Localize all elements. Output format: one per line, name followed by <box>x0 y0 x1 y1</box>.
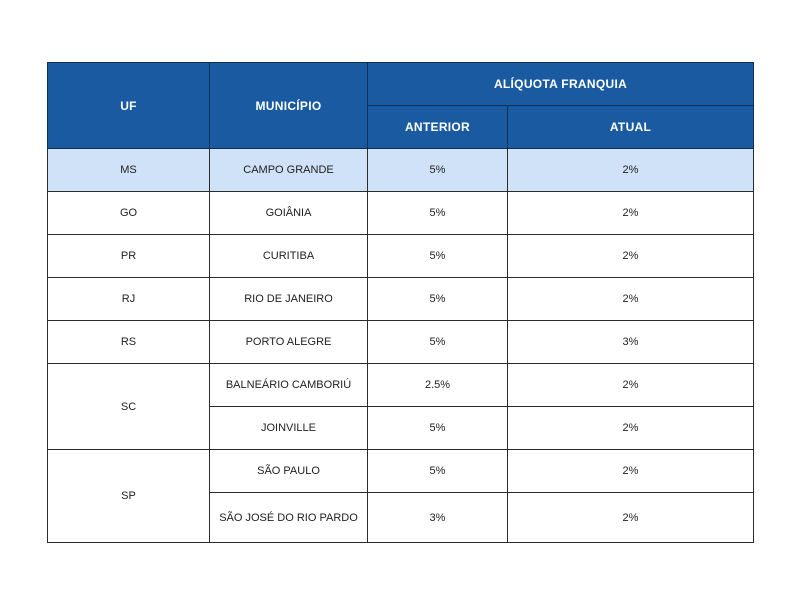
cell-uf: RS <box>48 321 210 364</box>
cell-municipio: SÃO PAULO <box>210 450 368 493</box>
cell-atual: 2% <box>508 493 754 543</box>
table-row <box>48 149 754 192</box>
cell-municipio: PORTO ALEGRE <box>210 321 368 364</box>
table-row <box>48 364 754 407</box>
cell-anterior: 5% <box>368 278 508 321</box>
cell-uf: GO <box>48 192 210 235</box>
header-atual: ATUAL <box>508 106 754 149</box>
cell-anterior: 5% <box>368 149 508 192</box>
cell-anterior: 5% <box>368 321 508 364</box>
header-municipio: MUNICÍPIO <box>210 63 368 149</box>
cell-atual: 2% <box>508 235 754 278</box>
cell-anterior: 5% <box>368 235 508 278</box>
table-row <box>48 278 754 321</box>
cell-municipio: RIO DE JANEIRO <box>210 278 368 321</box>
cell-anterior: 5% <box>368 192 508 235</box>
cell-atual: 2% <box>508 407 754 450</box>
table-row <box>48 235 754 278</box>
cell-atual: 2% <box>508 450 754 493</box>
table-row <box>48 450 754 493</box>
cell-atual: 3% <box>508 321 754 364</box>
table-row <box>48 321 754 364</box>
cell-anterior: 5% <box>368 407 508 450</box>
cell-municipio: SÃO JOSÉ DO RIO PARDO <box>210 493 368 543</box>
cell-uf: SC <box>48 364 210 450</box>
cell-municipio: CURITIBA <box>210 235 368 278</box>
cell-uf: MS <box>48 149 210 192</box>
cell-atual: 2% <box>508 192 754 235</box>
cell-uf: RJ <box>48 278 210 321</box>
cell-municipio: BALNEÁRIO CAMBORIÚ <box>210 364 368 407</box>
cell-municipio: CAMPO GRANDE <box>210 149 368 192</box>
franchise-rate-table <box>47 62 754 543</box>
cell-municipio: JOINVILLE <box>210 407 368 450</box>
cell-atual: 2% <box>508 278 754 321</box>
header-aliquota-franquia: ALÍQUOTA FRANQUIA <box>368 63 754 106</box>
cell-uf: SP <box>48 450 210 543</box>
header-anterior: ANTERIOR <box>368 106 508 149</box>
header-uf: UF <box>48 63 210 149</box>
cell-uf: PR <box>48 235 210 278</box>
cell-municipio: GOIÂNIA <box>210 192 368 235</box>
cell-anterior: 2.5% <box>368 364 508 407</box>
cell-atual: 2% <box>508 364 754 407</box>
cell-anterior: 5% <box>368 450 508 493</box>
table-row <box>48 192 754 235</box>
cell-atual: 2% <box>508 149 754 192</box>
cell-anterior: 3% <box>368 493 508 543</box>
